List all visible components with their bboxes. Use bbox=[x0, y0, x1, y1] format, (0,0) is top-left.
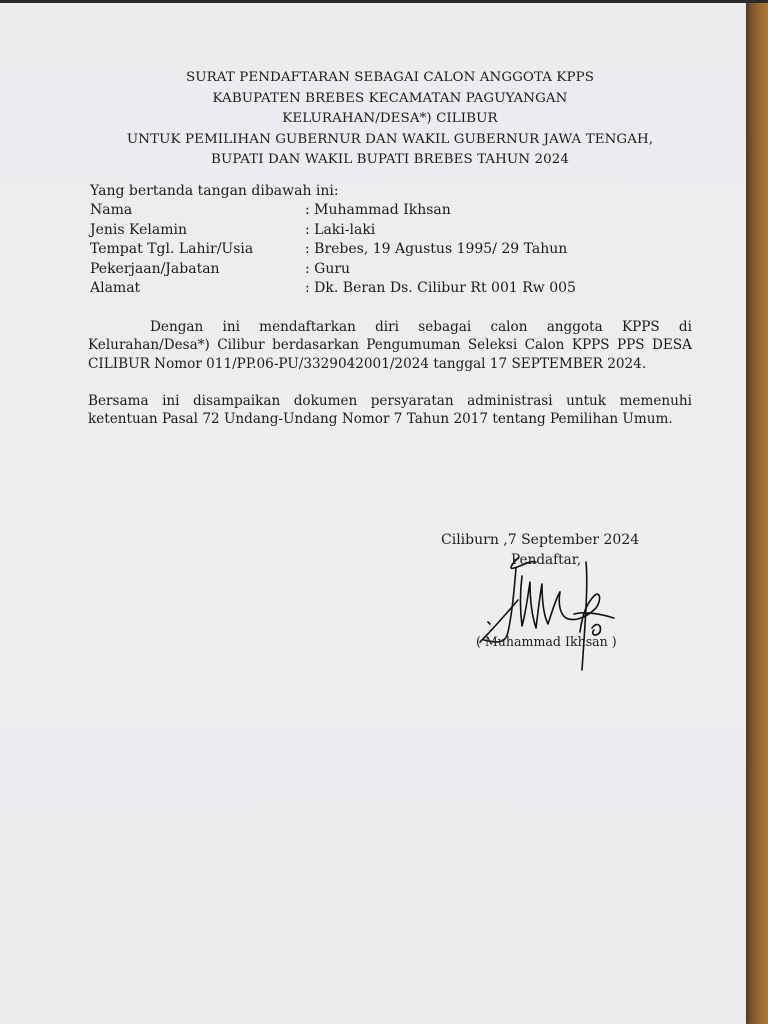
field-label: Pekerjaan/Jabatan bbox=[90, 260, 220, 277]
field-label: Jenis Kelamin bbox=[90, 221, 187, 238]
documents-paragraph: Bersama ini disampaikan dokumen persyaratan administrasi untuk memenuhi ketentuan Pasal 72 Undang-Undang Nomor 7 Tahun 2017 tentang Pemilihan Umum. bbox=[88, 393, 692, 428]
registration-paragraph-text: Dengan ini mendaftarkan diri sebagai calon anggota KPPS di Kelurahan/Desa*) Cilibur berdasarkan Pengumuman Seleksi Calon KPPS PPS DESA CILIBUR Nomor 011/PP.06-PU/3329042001/2024 tanggal 17 SEPTEMBER 2024. bbox=[88, 319, 692, 372]
document-title bbox=[70, 68, 710, 171]
field-value: : Brebes, 19 Agustus 1995/ 29 Tahun bbox=[305, 241, 568, 257]
field-row-occupation bbox=[90, 260, 690, 280]
signature-place-date: Ciliburn ,7 September 2024 bbox=[441, 532, 640, 548]
signature-role: Pendaftar, bbox=[511, 552, 582, 568]
title-line-1: SURAT PENDAFTARAN SEBAGAI CALON ANGGOTA KPPS bbox=[185, 70, 595, 85]
signatory-name: ( Muhammad Ikhsan ) bbox=[476, 634, 617, 649]
field-row-gender bbox=[90, 221, 690, 241]
field-value: : Muhammad Ikhsan bbox=[305, 202, 451, 218]
field-row-birth bbox=[90, 240, 690, 260]
field-label: Tempat Tgl. Lahir/Usia bbox=[90, 241, 254, 257]
top-shadow-edge bbox=[0, 0, 768, 3]
field-value: : Laki-laki bbox=[305, 221, 376, 238]
intro-text: Yang bertanda tangan dibawah ini: bbox=[90, 183, 339, 199]
title-line-3: KELURAHAN/DESA*) CILIBUR bbox=[282, 111, 498, 126]
handwritten-signature bbox=[478, 552, 628, 672]
field-row-name bbox=[90, 201, 690, 221]
applicant-fields bbox=[90, 201, 690, 299]
field-label: Alamat bbox=[90, 280, 141, 296]
field-value: : Dk. Beran Ds. Cilibur Rt 001 Rw 005 bbox=[305, 280, 576, 296]
field-row-address bbox=[90, 279, 690, 299]
registration-paragraph bbox=[88, 318, 692, 373]
field-value: : Guru bbox=[305, 260, 351, 277]
title-line-5: BUPATI DAN WAKIL BUPATI BREBES TAHUN 2024 bbox=[211, 152, 569, 167]
title-line-4: UNTUK PEMILIHAN GUBERNUR DAN WAKIL GUBERNUR JAWA TENGAH, bbox=[126, 131, 654, 147]
title-line-2: KABUPATEN BREBES KECAMATAN PAGUYANGAN bbox=[212, 90, 568, 106]
field-label: Nama bbox=[90, 202, 133, 218]
